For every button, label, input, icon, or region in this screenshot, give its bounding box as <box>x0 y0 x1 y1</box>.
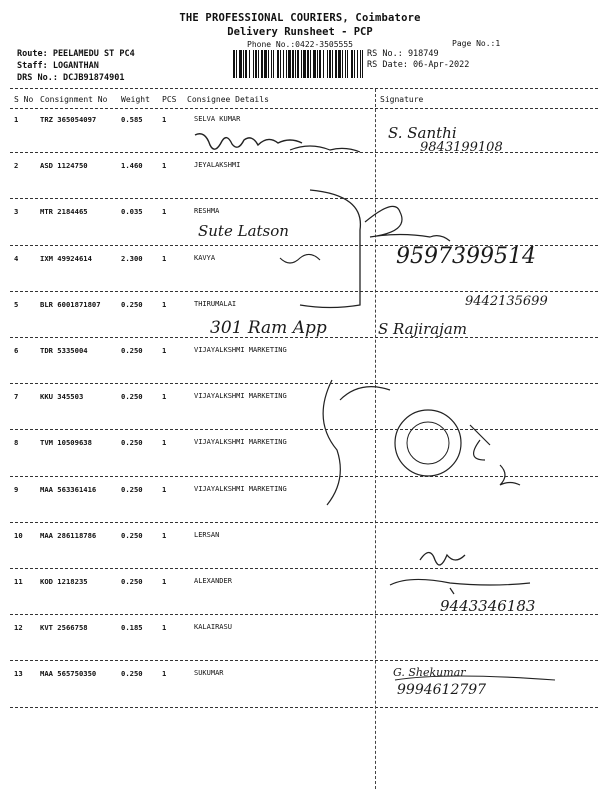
row-divider <box>10 383 598 384</box>
header-divider-bottom <box>10 108 598 109</box>
row-consignment-no: MTR 2184465 <box>40 207 88 217</box>
row-consignee: SELVA KUMAR <box>194 115 241 123</box>
handwritten-phone-row4: 9597399514 <box>396 244 536 269</box>
handwritten-phone-row11: 9443346183 <box>440 597 536 615</box>
route-label: Route: PEELAMEDU ST PC4 <box>17 49 135 59</box>
row-weight: 2.300 <box>121 253 143 263</box>
row-consignment-no: KVT 2566758 <box>40 623 88 633</box>
row-pcs: 1 <box>162 207 167 217</box>
row-divider <box>10 429 598 430</box>
barcode-bar <box>297 50 299 78</box>
row-pcs: 1 <box>162 438 167 448</box>
barcode-bar <box>345 50 346 78</box>
row-consignee: VIJAYALKSHMI MARKETING <box>194 392 287 401</box>
row-consignment-no: KOD 1218235 <box>40 577 88 586</box>
row-consignment-no: MAA 563361416 <box>40 484 97 494</box>
row-sno: 5 <box>14 299 19 309</box>
row-weight: 0.250 <box>121 392 143 402</box>
row-consignment-no: TDR 5335004 <box>40 346 88 355</box>
barcode-bar <box>271 50 272 78</box>
row-sno: 2 <box>14 161 19 171</box>
barcode-bar <box>335 50 337 78</box>
barcode-bar <box>292 50 294 78</box>
row-consignee: LERSAN <box>194 530 220 539</box>
row-consignee: VIJAYALKSHMI MARKETING <box>194 346 287 354</box>
barcode-bar <box>295 50 296 78</box>
row-sno: 9 <box>14 484 19 494</box>
handwritten-signature-row1: S. Santhi <box>388 124 457 142</box>
row-sno: 4 <box>14 253 19 263</box>
barcode-bar <box>249 50 250 78</box>
barcode-bar <box>301 50 302 78</box>
row-weight: 0.250 <box>121 438 143 448</box>
barcode-bar <box>258 50 259 78</box>
signature-row3-scribble <box>365 206 450 241</box>
col-header-signature: Signature <box>380 95 424 104</box>
page-number: Page No.:1 <box>452 39 501 48</box>
col-header-pcs: PCS <box>162 95 177 104</box>
row-weight: 0.250 <box>121 484 143 494</box>
row-weight: 0.250 <box>121 530 143 540</box>
row-consignment-no: MAA 565750350 <box>40 669 97 679</box>
row-consignee: THIRUMALAI <box>194 299 237 308</box>
row-divider <box>10 707 598 708</box>
barcode-bar <box>255 50 257 78</box>
row-consignee: JEYALAKSHMI <box>194 161 241 170</box>
row-weight: 0.250 <box>121 669 143 679</box>
row-sno: 8 <box>14 438 19 448</box>
handwritten-note-row3: Sute Latson <box>198 222 289 240</box>
col-header-consignee: Consignee Details <box>187 95 269 104</box>
barcode-bar <box>362 50 363 78</box>
signature-row7-scribble <box>470 425 490 460</box>
row-consignment-no: KKU 345503 <box>40 392 84 402</box>
bracket-lower-scribble <box>323 380 390 505</box>
barcode-bar <box>347 50 348 78</box>
row-weight: 0.250 <box>121 346 143 355</box>
company-stamp <box>395 410 461 476</box>
row-divider <box>10 291 598 292</box>
document-subtitle: Delivery Runsheet - PCP <box>227 26 373 38</box>
row-consignment-no: TRZ 365054097 <box>40 115 97 124</box>
row-pcs: 1 <box>162 392 167 402</box>
barcode-bar <box>268 50 269 78</box>
row-weight: 0.185 <box>121 623 143 633</box>
row-consignment-no: TVM 10509638 <box>40 438 92 448</box>
barcode-bar <box>245 50 247 78</box>
row-weight: 1.460 <box>121 161 143 171</box>
barcode-bar <box>342 50 343 78</box>
barcode-bar <box>317 50 318 78</box>
barcode-bar <box>332 50 333 78</box>
row-sno: 1 <box>14 115 19 124</box>
signature-row4-scribble <box>280 254 320 263</box>
rs-date: RS Date: 06-Apr-2022 <box>367 60 470 70</box>
barcode-bar <box>253 50 254 78</box>
row-sno: 7 <box>14 392 19 402</box>
bracket-scribble <box>300 190 360 308</box>
barcode-bar <box>310 50 311 78</box>
barcode-bar <box>233 50 235 78</box>
row-pcs: 1 <box>162 115 167 124</box>
barcode <box>233 50 363 78</box>
row-weight: 0.250 <box>121 577 143 586</box>
barcode-bar <box>277 50 279 78</box>
row-sno: 10 <box>14 530 23 540</box>
row-pcs: 1 <box>162 669 167 679</box>
barcode-bar <box>354 50 355 78</box>
signature-row8-scribble <box>500 465 520 485</box>
barcode-bar <box>307 50 309 78</box>
row-consignment-no: IXM 49924614 <box>40 253 92 263</box>
row-divider <box>10 660 598 661</box>
row-consignment-no: ASD 1124750 <box>40 161 88 171</box>
signature-row1-scribble <box>195 134 302 149</box>
barcode-bar <box>243 50 244 78</box>
barcode-bar <box>329 50 331 78</box>
barcode-bar <box>338 50 341 78</box>
handwritten-phone-row13: 9994612797 <box>397 682 487 698</box>
row-consignment-no: BLR 6001871807 <box>40 299 101 309</box>
row-divider <box>10 522 598 523</box>
row-consignee: SUKUMAR <box>194 669 224 678</box>
handwritten-phone-row1: 9843199108 <box>420 140 503 155</box>
col-header-consignment: Consignment No <box>40 95 108 104</box>
row-sno: 12 <box>14 623 23 633</box>
row-pcs: 1 <box>162 530 167 540</box>
rs-number: RS No.: 918749 <box>367 49 439 59</box>
row-sno: 6 <box>14 346 19 355</box>
row-weight: 0.250 <box>121 299 143 309</box>
row-divider <box>10 476 598 477</box>
handwritten-note-row5: 301 Ram App <box>210 318 327 338</box>
row-weight: 0.035 <box>121 207 143 217</box>
barcode-bar <box>288 50 291 78</box>
row-divider <box>10 568 598 569</box>
row-pcs: 1 <box>162 299 167 309</box>
signature-row11-scribble <box>390 579 530 594</box>
row-sno: 13 <box>14 669 23 679</box>
row-sno: 3 <box>14 207 19 217</box>
barcode-bar <box>319 50 321 78</box>
company-phone: Phone No.:0422-3505555 <box>247 40 353 49</box>
barcode-bar <box>286 50 287 78</box>
row-divider <box>10 198 598 199</box>
barcode-bar <box>273 50 274 78</box>
barcode-bar <box>313 50 316 78</box>
barcode-bar <box>283 50 284 78</box>
row-consignee: VIJAYALKSHMI MARKETING <box>194 438 287 447</box>
signature-row10-scribble <box>420 553 465 565</box>
barcode-bar <box>360 50 361 78</box>
company-title: THE PROFESSIONAL COURIERS, Coimbatore <box>179 12 421 24</box>
barcode-bar <box>303 50 306 78</box>
barcode-bar <box>239 50 242 78</box>
barcode-bar <box>264 50 267 78</box>
row-weight: 0.585 <box>121 115 143 124</box>
staff-label: Staff: LOGANTHAN <box>17 61 99 71</box>
barcode-bar <box>351 50 353 78</box>
col-header-sno: S No <box>14 95 34 104</box>
barcode-bar <box>357 50 358 78</box>
drs-number: DRS No.: DCJB91874901 <box>17 73 125 83</box>
header-divider-top <box>10 88 598 89</box>
barcode-bar <box>280 50 281 78</box>
row-consignee: ALEXANDER <box>194 577 232 585</box>
row-consignee: KAVYA <box>194 253 216 262</box>
signature-column-divider <box>375 89 376 789</box>
row-consignment-no: MAA 286118786 <box>40 530 97 540</box>
barcode-bar <box>236 50 237 78</box>
row-pcs: 1 <box>162 346 167 355</box>
row-pcs: 1 <box>162 623 167 633</box>
row-pcs: 1 <box>162 577 167 586</box>
barcode-bar <box>327 50 328 78</box>
row-consignee: RESHMA <box>194 207 220 216</box>
row-pcs: 1 <box>162 484 167 494</box>
row-consignee: KALAIRASU <box>194 623 232 632</box>
row-pcs: 1 <box>162 161 167 171</box>
row-divider <box>10 152 598 153</box>
col-header-weight: Weight <box>121 95 150 104</box>
barcode-bar <box>261 50 263 78</box>
handwritten-signature-row13: G. Shekumar <box>393 666 466 679</box>
barcode-bar <box>323 50 324 78</box>
row-sno: 11 <box>14 577 23 586</box>
row-consignee: VIJAYALKSHMI MARKETING <box>194 484 287 493</box>
handwritten-signature-row5: S Rajirajam <box>378 320 468 338</box>
handwritten-phone-row5: 9442135699 <box>465 294 548 309</box>
row-pcs: 1 <box>162 253 167 263</box>
